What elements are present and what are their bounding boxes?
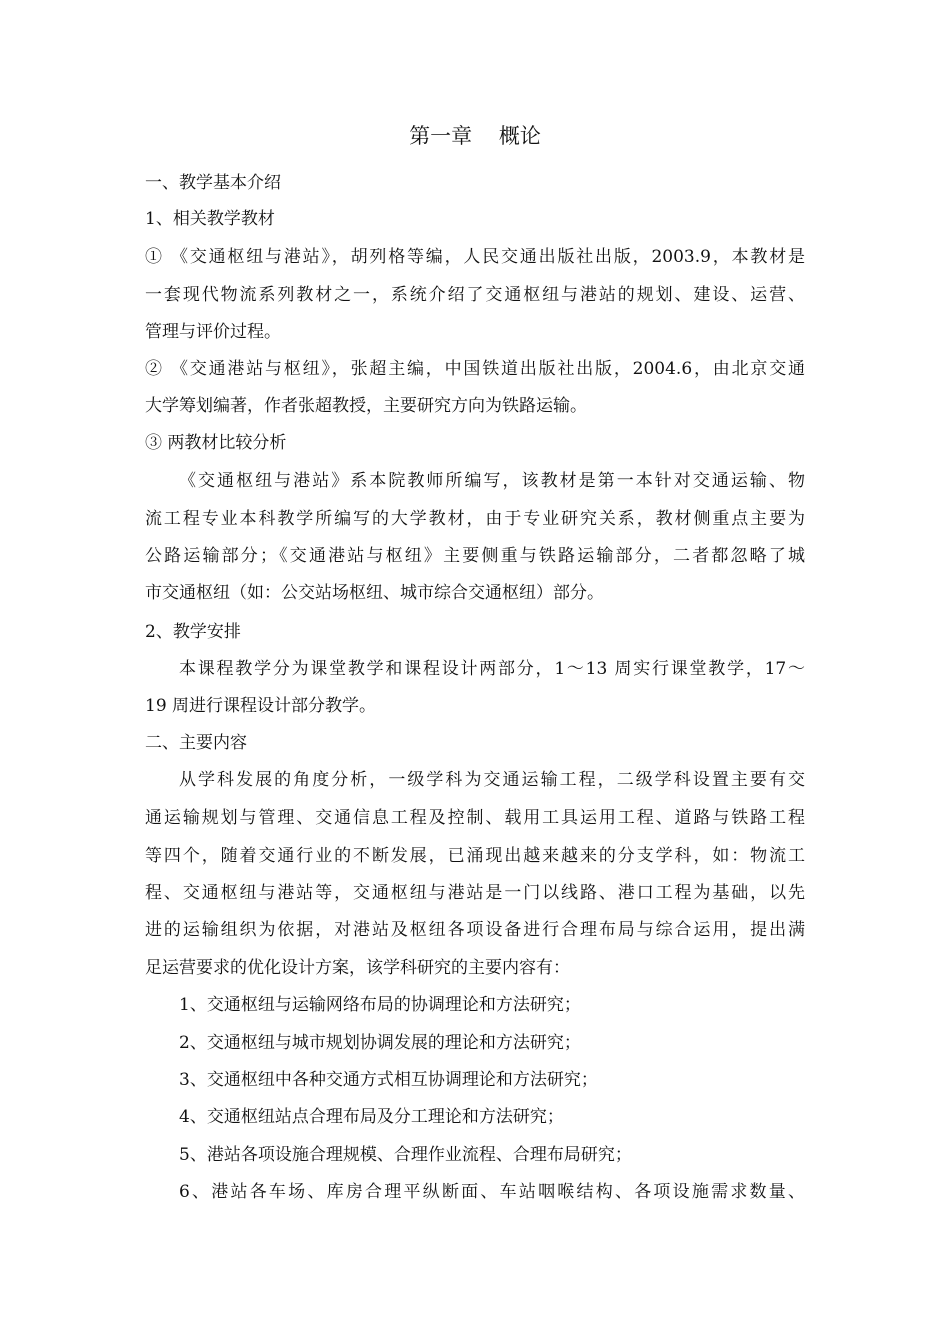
compare-heading: ③ 两教材比较分析: [145, 433, 287, 453]
compare-para-line-1: 《交通枢纽与港站》系本院教师所编写，该教材是第一本针对交通运输、物: [179, 471, 805, 491]
content-para-line-2: 通运输规划与管理、交通信息工程及控制、载用工具运用工程、道路与铁路工程: [145, 808, 805, 828]
subsection-heading-textbooks: 1、相关教学教材: [145, 209, 275, 229]
content-list-item: 5、港站各项设施合理规模、合理作业流程、合理布局研究；: [179, 1145, 632, 1165]
content-list-item: 1、交通枢纽与运输网络布局的协调理论和方法研究；: [179, 995, 581, 1015]
section-heading-1: 一、教学基本介绍: [145, 173, 281, 193]
book2-line-2: 大学筹划编著，作者张超教授，主要研究方向为铁路运输。: [145, 396, 587, 416]
compare-para-line-4: 市交通枢纽（如：公交站场枢纽、城市综合交通枢纽）部分。: [145, 583, 604, 603]
content-para-line-5: 进的运输组织为依据，对港站及枢纽各项设备进行合理布局与综合运用，提出满: [145, 920, 805, 940]
book2-line-1: ② 《交通港站与枢纽》，张超主编，中国铁道出版社出版，2004.6，由北京交通: [145, 359, 805, 379]
book1-line-3: 管理与评价过程。: [145, 322, 281, 342]
content-para-line-6: 足运营要求的优化设计方案，该学科研究的主要内容有：: [145, 958, 570, 978]
content-list-item: 3、交通枢纽中各种交通方式相互协调理论和方法研究；: [179, 1070, 598, 1090]
content-para-line-1: 从学科发展的角度分析，一级学科为交通运输工程，二级学科设置主要有交: [179, 770, 805, 790]
subsection-heading-schedule: 2、教学安排: [145, 622, 241, 642]
content-para-line-4: 程、交通枢纽与港站等，交通枢纽与港站是一门以线路、港口工程为基础，以先: [145, 883, 805, 903]
section-heading-2: 二、主要内容: [145, 733, 247, 753]
book1-line-1: ① 《交通枢纽与港站》，胡列格等编，人民交通出版社出版，2003.9，本教材是: [145, 247, 805, 267]
compare-para-line-3: 公路运输部分；《交通港站与枢纽》主要侧重与铁路运输部分，二者都忽略了城: [145, 546, 805, 566]
content-list-item: 6、港站各车场、库房合理平纵断面、车站咽喉结构、各项设施需求数量、: [179, 1182, 805, 1202]
compare-para-line-2: 流工程专业本科教学所编写的大学教材，由于专业研究关系，教材侧重点主要为: [145, 509, 805, 529]
chapter-title: 第一章 概论: [409, 124, 541, 148]
content-list-item: 4、交通枢纽站点合理布局及分工理论和方法研究；: [179, 1107, 564, 1127]
content-list-item: 2、交通枢纽与城市规划协调发展的理论和方法研究；: [179, 1033, 581, 1053]
content-para-line-3: 等四个，随着交通行业的不断发展，已涌现出越来越来的分支学科，如：物流工: [145, 846, 805, 866]
book1-line-2: 一套现代物流系列教材之一，系统介绍了交通枢纽与港站的规划、建设、运营、: [145, 285, 805, 305]
schedule-para-line-2: 19 周进行课程设计部分教学。: [145, 696, 377, 716]
schedule-para-line-1: 本课程教学分为课堂教学和课程设计两部分，1～13 周实行课堂教学，17～: [179, 659, 805, 679]
